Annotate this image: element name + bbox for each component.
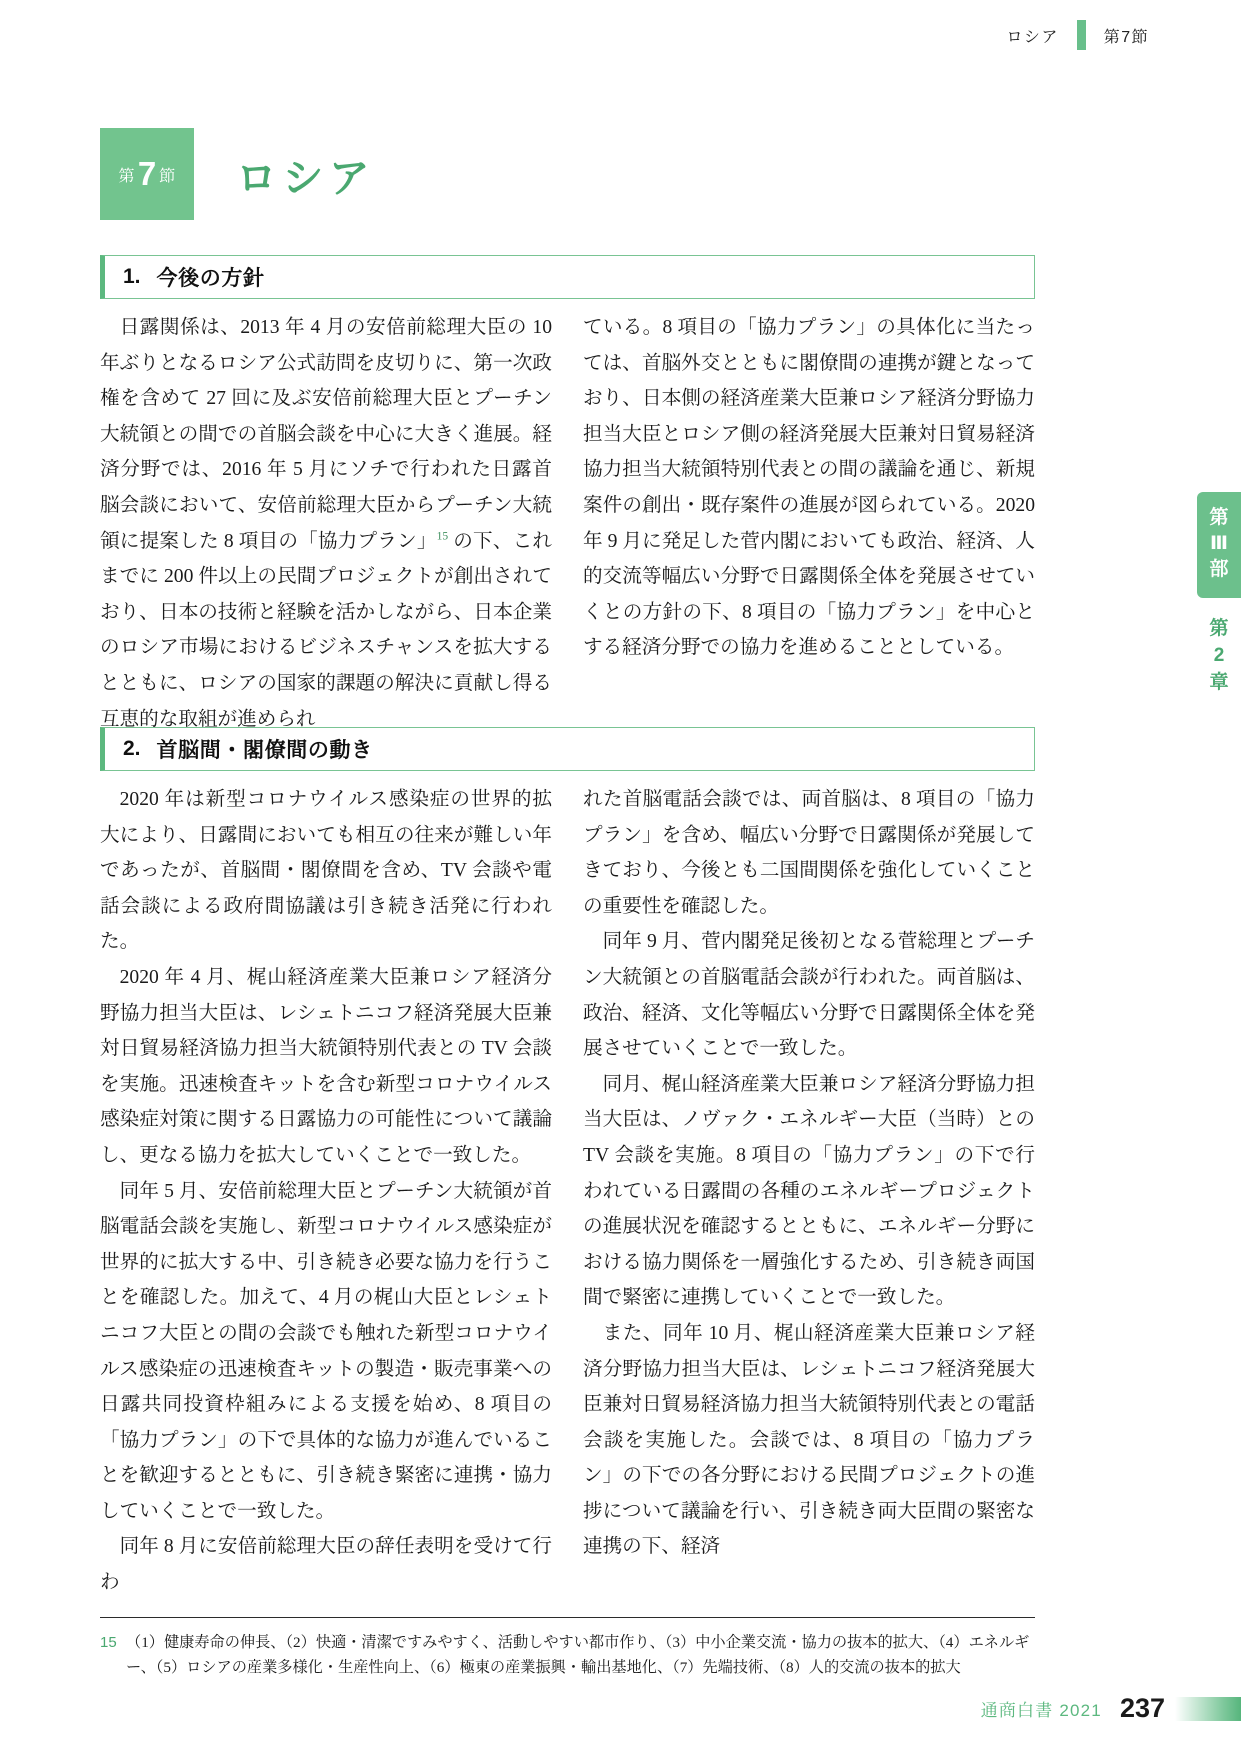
section-1-number: 1. — [123, 265, 141, 288]
section-2-right-column — [583, 782, 1035, 1565]
paragraph — [100, 310, 552, 737]
paragraph: ている。8 項目の「協力プラン」の具体化に当たっては、首脳外交とともに閣僚間の連携が鍵となっており、日本側の経済産業大臣兼ロシア経済分野協力担当大臣とロシア側の経済発展大臣兼対日貿易経済協力担当大統領特別代表との間の議論を通じ、新規案件の創出・既存案件の進展が図られている。2020 年 9 月に発足した菅内閣においても政治、経済、人的交流等幅広い分野で日露関係全体を発展させていくとの方針の下、8 項目の「協力プラン」を中心とする経済分野での協力を進めることとしている。 — [583, 317, 1035, 659]
running-head-section: 第7節 — [1103, 28, 1149, 46]
running-head — [1006, 18, 1149, 52]
footnote-reference-15[interactable]: 15 — [436, 530, 449, 543]
paragraph: また、同年 10 月、梶山経済産業大臣兼ロシア経済分野協力担当大臣は、レシェトニコフ経済発展大臣兼対日貿易経済協力担当大統領特別代表との電話会談を実施した。会談では、8 項目の「協力プラン」の下での各分野における民間プロジェクトの進捗について議論を行い、引き続き両大臣間の緊密な連携の下、経済 — [583, 1322, 1035, 1558]
footer-book-title: 通商白書 2021 — [980, 1701, 1102, 1720]
section-header-2 — [100, 727, 1035, 771]
paragraph: 同年 9 月、菅内閣発足後初となる菅総理とプーチン大統領との首脳電話会談が行われた。両首脳は、政治、経済、文化等幅広い分野で日露関係全体を発展させていくことで一致した。 — [583, 931, 1035, 1060]
badge-prefix: 第 — [118, 167, 135, 185]
side-tab-chapter — [1197, 615, 1241, 696]
page-title: ロシア — [236, 154, 375, 201]
page-footer — [981, 1693, 1241, 1724]
section-2-title: 首脳間・閣僚間の動き — [156, 739, 373, 762]
section-2-left-column — [100, 782, 552, 1601]
side-tab-part-line-1: 第 — [1209, 507, 1229, 528]
footnote-15 — [100, 1630, 1040, 1680]
side-tab-part-line-3: 部 — [1209, 559, 1229, 580]
paragraph-text: 日露関係は、2013 年 4 月の安倍前総理大臣の 10 年ぶりとなるロシア公式訪問を皮切りに、第一次政権を含めて 27 回に及ぶ安倍前総理大臣とプーチン大統領との間での首脳会談を中心に大きく進展。経済分野では、2016 年 5 月にソチで行われた日露首脳会談において、安倍前総理大臣からプーチン大統領に提案した 8 項目の「協力プラン」 — [100, 317, 552, 552]
side-tab-chapter-line-1: 第 — [1209, 618, 1229, 639]
paragraph-text-cont: の下、これまでに 200 件以上の民間プロジェクトが創出されており、日本の技術と経験を活かしながら、日本企業のロシア市場におけるビジネスチャンスを拡大するとともに、ロシアの国家的課題の解決に貢献し得る互恵的な取組が進められ — [100, 530, 552, 730]
badge-number: 7 — [137, 155, 157, 192]
running-head-divider-bar — [1077, 20, 1086, 50]
running-head-label: ロシア — [1006, 28, 1059, 46]
side-tab-part — [1197, 492, 1241, 598]
paragraph: 同年 5 月、安倍前総理大臣とプーチン大統領が首脳電話会談を実施し、新型コロナウイルス感染症が世界的に拡大する中、引き続き必要な協力を行うことを確認した。加えて、4 月の梶山大臣とレシェトニコフ大臣との間の会談でも触れた新型コロナウイルス感染症の迅速検査キットの製造・販売事業への日露共同投資枠組みによる支援を始め、8 項目の「協力プラン」の下で具体的な協力が進んでいることを歓迎するとともに、引き続き緊密に連携・協力していくことで一致した。 — [100, 1180, 552, 1522]
section-2-number: 2. — [123, 737, 141, 760]
paragraph: 同年 8 月に安倍前総理大臣の辞任表明を受けて行わ — [100, 1536, 552, 1594]
side-tab-chapter-line-2: 2 — [1213, 645, 1225, 666]
paragraph: 2020 年 4 月、梶山経済産業大臣兼ロシア経済分野協力担当大臣は、レシェトニコフ経済発展大臣兼対日貿易経済協力担当大統領特別代表との TV 会談を実施。迅速検査キットを含む新型コロナウイルス感染症対策に関する日露協力の可能性について議論し、更なる協力を拡大していくことで一致した。 — [100, 966, 552, 1166]
paragraph: 2020 年は新型コロナウイルス感染症の世界的拡大により、日露間においても相互の往来が難しい年であったが、首脳間・閣僚間を含め、TV 会談や電話会談による政府間協議は引き続き活発に行われた。 — [100, 789, 552, 953]
section-1-right-column — [583, 310, 1035, 666]
footnote-text: （1）健康寿命の伸長、（2）快適・清潔ですみやすく、活動しやすい都市作り、（3）中小企業交流・協力の抜本的拡大、（4）エネルギー、（5）ロシアの産業多様化・生産性向上、（6）極東の産業振興・輸出基地化、（7）先端技術、（8）人的交流の抜本的拡大 — [126, 1634, 1030, 1676]
paragraph: 同月、梶山経済産業大臣兼ロシア経済分野協力担当大臣は、ノヴァク・エネルギー大臣（当時）との TV 会談を実施。8 項目の「協力プラン」の下で行われている日露間の各種のエネルギープロジェクトの進展状況を確認するとともに、エネルギー分野における協力関係を一層強化するため、引き続き両国間で緊密に連携していくことで一致した。 — [583, 1073, 1035, 1309]
side-tab-chapter-line-3: 章 — [1209, 672, 1229, 693]
side-tab-part-line-2: Ⅲ — [1210, 533, 1228, 554]
section-1-title: 今後の方針 — [156, 267, 265, 290]
footer-accent-bar — [1175, 1697, 1241, 1721]
section-1-left-column — [100, 310, 552, 737]
footnote-divider — [100, 1617, 1035, 1618]
section-number-badge — [100, 128, 194, 220]
side-tab — [1197, 492, 1241, 696]
chapter-title — [100, 128, 375, 220]
page-number: 237 — [1119, 1693, 1165, 1723]
section-header-1 — [100, 255, 1035, 299]
paragraph: れた首脳電話会談では、両首脳は、8 項目の「協力プラン」を含め、幅広い分野で日露関係が発展してきており、今後とも二国間関係を強化していくことの重要性を確認した。 — [583, 789, 1035, 917]
footnote-number: 15 — [100, 1634, 117, 1651]
badge-suffix: 節 — [159, 167, 176, 185]
